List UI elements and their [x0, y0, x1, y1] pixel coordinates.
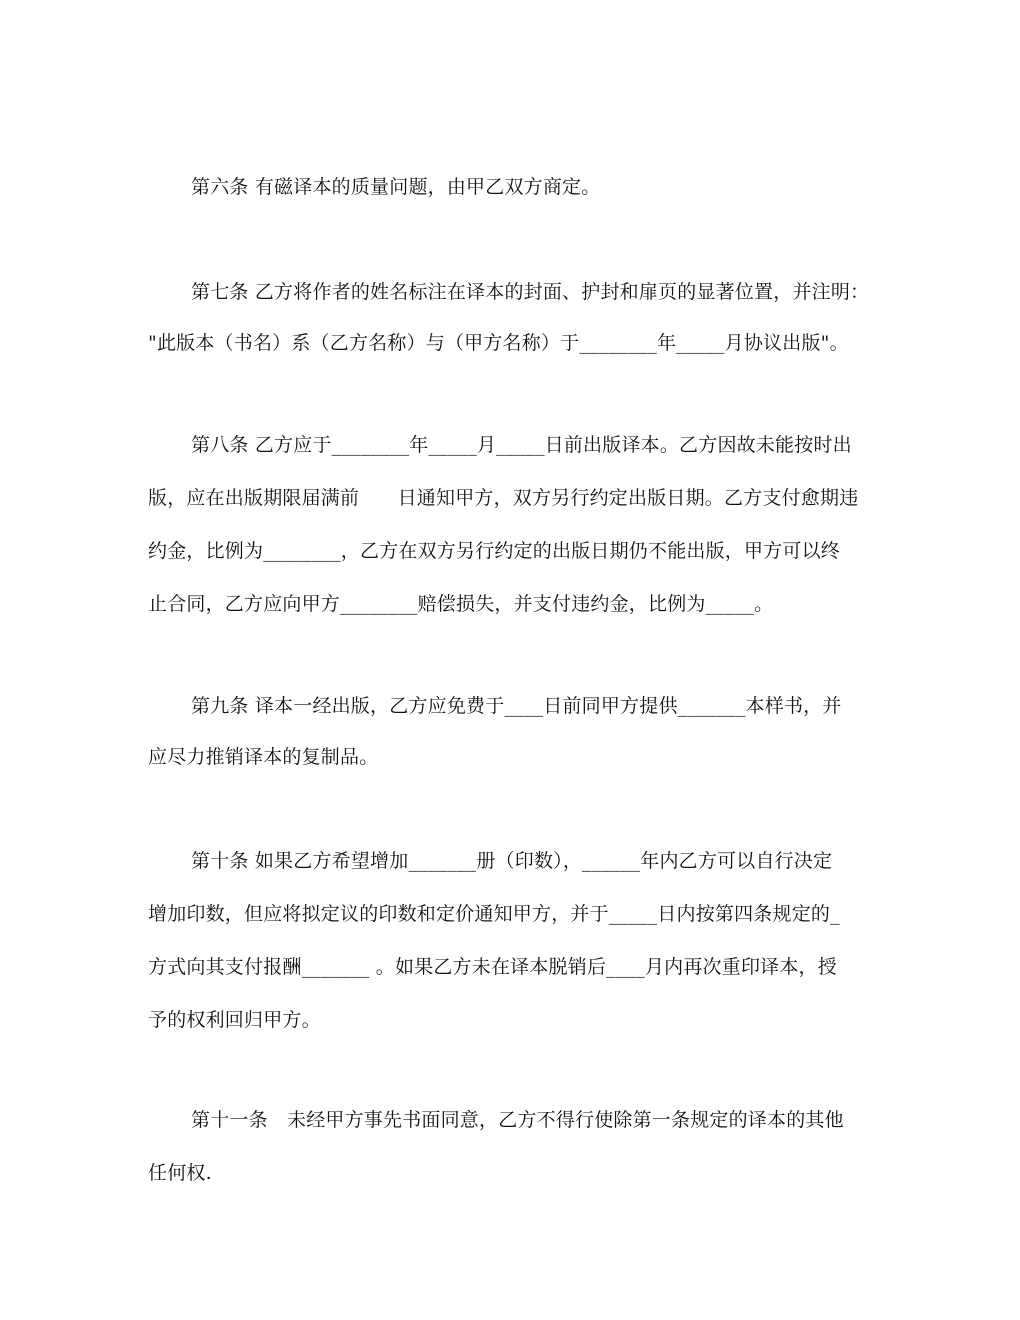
article-10-line-1: 第十条 如果乙方希望增加_______册（印数），______年内乙方可以自行决定: [191, 850, 833, 872]
article-7-line-2: "此版本（书名）系（乙方名称）与（甲方名称）于________年_____月协议出版"。: [148, 332, 849, 354]
article-10-line-4: 予的权利回归甲方。: [148, 1009, 321, 1031]
article-9-line-2: 应尽力推销译本的复制品。: [148, 746, 379, 768]
article-9-line-1: 第九条 译本一经出版，乙方应免费于____日前同甲方提供_______本样书，并: [191, 695, 842, 717]
article-8-line-2: 版，应在出版期限届满前 日通知甲方，双方另行约定出版日期。乙方支付愈期违: [148, 487, 859, 509]
article-6-line-1: 第六条 有磁译本的质量问题，由甲乙双方商定。: [191, 176, 601, 198]
article-11-line-2: 任何权.: [148, 1162, 212, 1184]
article-10-line-2: 增加印数，但应将拟定议的印数和定价通知甲方，并于_____日内按第四条规定的_: [148, 903, 840, 925]
article-11-line-1: 第十一条 未经甲方事先书面同意，乙方不得行使除第一条规定的译本的其他: [191, 1109, 844, 1131]
article-10-line-3: 方式向其支付报酬_______ 。如果乙方未在译本脱销后____月内再次重印译本，授: [148, 956, 837, 978]
article-8-line-3: 约金，比例为________，乙方在双方另行约定的出版日期仍不能出版，甲方可以终: [148, 540, 841, 562]
article-8-line-1: 第八条 乙方应于________年_____月_____日前出版译本。乙方因故未能按时出: [191, 434, 852, 456]
article-7-line-1: 第七条 乙方将作者的姓名标注在译本的封面、护封和扉页的显著位置，并注明：: [191, 281, 870, 303]
article-8-line-4: 止合同，乙方应向甲方________赔偿损失，并支付违约金，比例为_____。: [148, 593, 774, 615]
